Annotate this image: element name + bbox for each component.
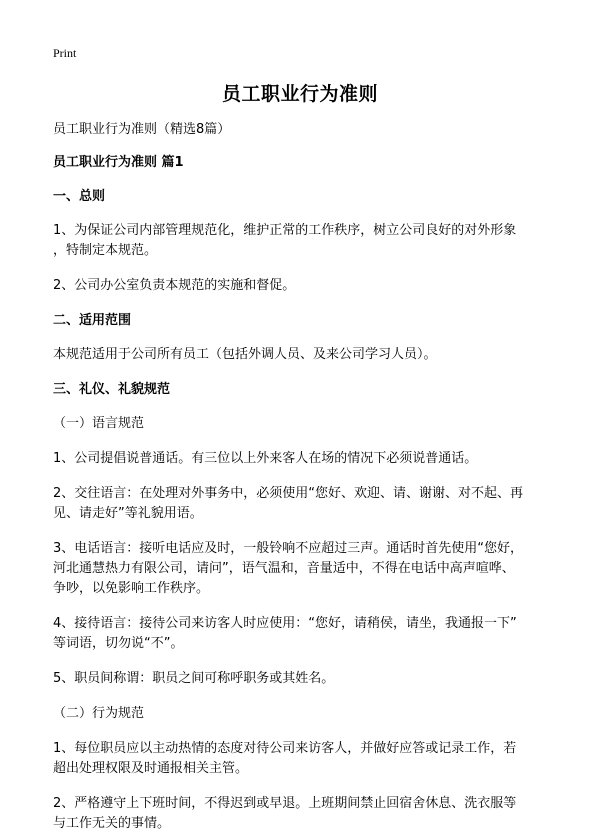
document-subtitle: 员工职业行为准则（精选8篇） xyxy=(53,122,231,137)
paragraph: 2、公司办公室负责本规范的实施和督促。 xyxy=(53,278,296,293)
paragraph: 5、职员间称谓：职员之间可称呼职务或其姓名。 xyxy=(53,671,335,686)
paragraph: 2、严格遵守上下班时间，不得迟到或早退。上班期间禁止回宿舍休息、洗衣服等 与工作无关的事情。 xyxy=(53,796,517,831)
section-heading-scope: 二、适用范围 xyxy=(53,313,132,328)
paragraph: 1、公司提倡说普通话。有三位以上外来客人在场的情况下必须说普通话。 xyxy=(53,451,478,466)
page-title: 员工职业行为准则 xyxy=(221,83,378,105)
paragraph: 1、为保证公司内部管理规范化，维护正常的工作秩序，树立公司良好的对外形象 ，特制定本规范。 xyxy=(53,223,517,258)
paragraph: 2、交往语言：在处理对外事务中，必须使用“您好、欢迎、请、谢谢、对不起、再 见、请走好”等礼貌用语。 xyxy=(53,486,524,521)
paragraph: 本规范适用于公司所有员工（包括外调人员、及来公司学习人员）。 xyxy=(53,347,437,362)
subsection-heading-behavior: （二）行为规范 xyxy=(53,706,145,721)
paragraph: 4、接待语言：接待公司来访客人时应使用：“您好，请稍侯，请坐，我通报一下” 等词语，切勿说“不”。 xyxy=(53,616,517,651)
section-heading-etiquette: 三、礼仪、礼貌规范 xyxy=(53,382,171,397)
document-body xyxy=(53,120,552,834)
print-link[interactable]: Print xyxy=(53,46,77,60)
part-heading: 员工职业行为准则 篇1 xyxy=(53,155,184,170)
section-heading-general: 一、总则 xyxy=(53,189,106,204)
subsection-heading-language: （一）语言规范 xyxy=(53,416,145,431)
paragraph: 3、电话语言：接听电话应及时，一般铃响不应超过三声。通话时首先使用“您好， 河北通慧热力有限公司，请问”，语气温和，音量适中，不得在电话中高声喧哗、 争吵，以免影响工作秩序。 xyxy=(53,541,524,596)
paragraph: 1、每位职员应以主动热情的态度对待公司来访客人，并做好应答或记录工作，若 超出处理权限及时通报相关主管。 xyxy=(53,741,517,776)
